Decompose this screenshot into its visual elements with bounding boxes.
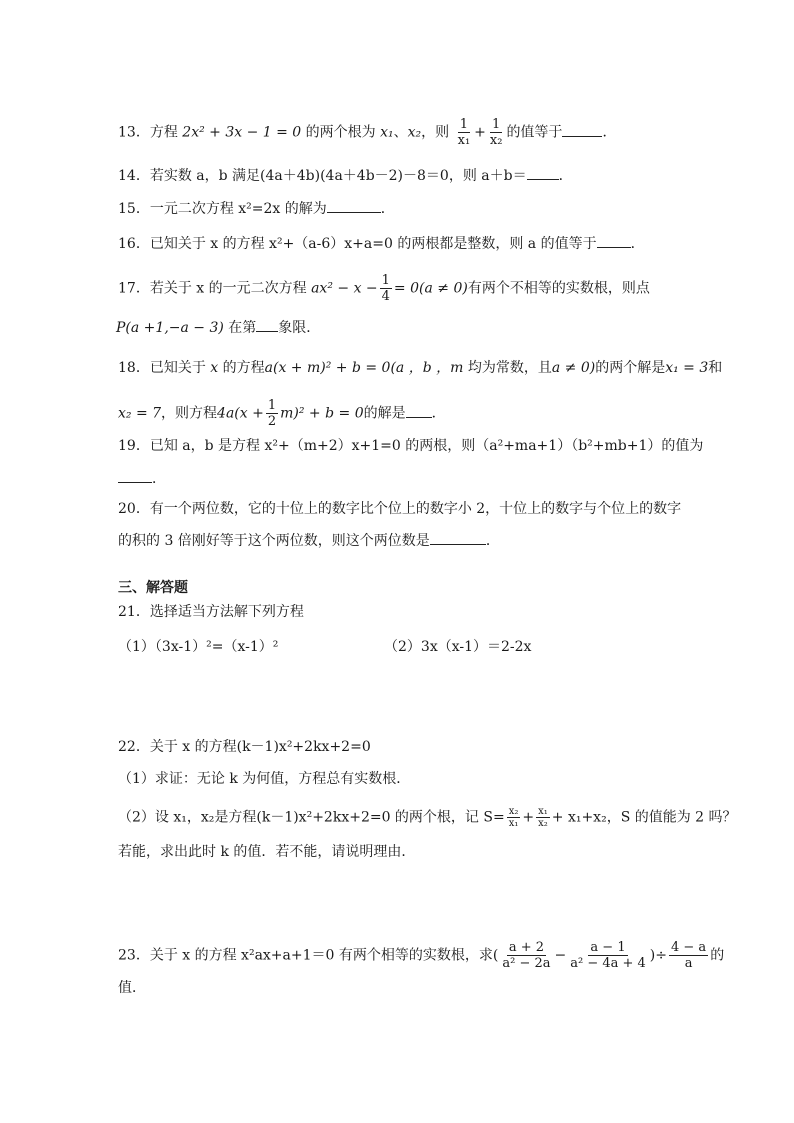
q13-sep: 、 bbox=[393, 124, 408, 141]
q23-div: )÷ bbox=[649, 947, 667, 964]
q13-frac2-num: 1 bbox=[492, 117, 501, 132]
question-17-line-2 bbox=[116, 317, 684, 338]
q13-fraction-1 bbox=[456, 117, 473, 148]
q18-eq2-b: m)² + b = 0 bbox=[280, 405, 364, 422]
question-22-part2-line-2 bbox=[118, 842, 684, 862]
question-21 bbox=[118, 602, 684, 622]
answer-blank[interactable] bbox=[118, 468, 152, 483]
q23-lead: 23．关于 x 的方程 x²ax+a+1＝0 有两个相等的实数根，求( bbox=[118, 947, 499, 964]
q17-text-c: 象限． bbox=[278, 320, 321, 336]
q23-f1-den: a² − 2a bbox=[502, 956, 551, 971]
q22-part2-b: + x₁+x₂，S 的值能为 2 吗？ bbox=[551, 809, 737, 826]
q18-line2-mid: ，则方程 bbox=[161, 405, 218, 422]
q15-text: 15．一元二次方程 x²=2x 的解为 bbox=[118, 201, 327, 217]
q22-part1: （1）求证：无论 k 为何值，方程总有实数根． bbox=[118, 771, 411, 787]
q21-part2: （2）3x（x-1）＝2-2x bbox=[384, 639, 532, 655]
q23-tail: 的 bbox=[710, 947, 725, 964]
question-22-part1 bbox=[118, 769, 684, 789]
q18-mid2: 均为常数，且 bbox=[467, 360, 552, 376]
q16-end: ． bbox=[630, 236, 645, 252]
q13-plus: + bbox=[474, 124, 486, 141]
q22-fraction-2 bbox=[536, 806, 550, 829]
answer-blank[interactable] bbox=[527, 165, 559, 180]
q23-f2-den: a² − 4a + 4 bbox=[570, 956, 646, 971]
q18-mid: 的方程 bbox=[222, 360, 265, 376]
q20-end: ． bbox=[485, 533, 500, 549]
q20-line2: 的积的 3 倍刚好等于这个两位数，则这个两位数是 bbox=[118, 533, 430, 549]
q19-text: 19．已知 a，b 是方程 x²+（m+2）x+1=0 的两根，则（a²+ma+1）（b²+mb+1）的值为 bbox=[118, 438, 704, 454]
section-heading: 三、解答题 bbox=[118, 580, 188, 596]
question-19-line-2 bbox=[118, 468, 684, 489]
answer-blank[interactable] bbox=[562, 122, 602, 137]
q15-end: ． bbox=[380, 201, 395, 217]
q17-point: P(a +1,−a − 3) bbox=[116, 320, 224, 336]
q18-tail: 的两个解是 bbox=[595, 360, 666, 376]
q18-eq2-a: 4a(x + bbox=[217, 405, 264, 422]
q17-lead: 17．若关于 x 的一元二次方程 bbox=[118, 280, 307, 297]
question-18 bbox=[118, 358, 723, 378]
q14-end: ． bbox=[558, 168, 573, 184]
question-15 bbox=[118, 198, 684, 219]
q23-f3-num: 4 − a bbox=[671, 940, 707, 955]
q18-frac-den: 2 bbox=[267, 414, 277, 429]
q23-minus: − bbox=[554, 947, 567, 964]
q22-f2-num: x₁ bbox=[538, 806, 548, 817]
q18-fraction bbox=[266, 398, 278, 429]
q19-end: ． bbox=[152, 471, 166, 487]
question-22 bbox=[118, 737, 684, 757]
question-23-line-2 bbox=[118, 978, 684, 998]
q22-text: 22．关于 x 的方程(k－1)x²+2kx+2=0 bbox=[118, 739, 371, 755]
q23-f2-num: a − 1 bbox=[590, 940, 626, 955]
q18-sol1: x₁ = 3 bbox=[665, 360, 709, 376]
q13-x1: x₁ bbox=[380, 124, 394, 141]
q22-part2-a: （2）设 x₁，x₂是方程(k－1)x²+2kx+2=0 的两个根，记 S= bbox=[118, 809, 505, 826]
q22-fraction-1 bbox=[507, 806, 521, 829]
question-17 bbox=[118, 273, 684, 304]
q18-and: 和 bbox=[708, 360, 723, 376]
q22-f1-num: x₂ bbox=[508, 806, 519, 817]
q23-f1-num: a + 2 bbox=[508, 940, 544, 955]
q13-frac2-den: x₂ bbox=[489, 133, 503, 148]
q13-fraction-2 bbox=[488, 117, 505, 148]
answer-blank[interactable] bbox=[430, 530, 486, 545]
q23-f3-den: a bbox=[684, 956, 693, 971]
q22-part2-line2: 若能，求出此时 k 的值．若不能，请说明理由． bbox=[118, 844, 416, 860]
question-20-line-2 bbox=[118, 530, 684, 551]
q23-line2: 值． bbox=[118, 980, 146, 996]
question-21-parts bbox=[118, 637, 684, 657]
q17-text-b: 在第 bbox=[228, 320, 257, 336]
q21-part1: （1）（3x-1）²=（x-1）² bbox=[118, 639, 279, 655]
q17-frac-num: 1 bbox=[381, 273, 390, 288]
q23-fraction-3 bbox=[669, 940, 708, 971]
q18-lead: 18．已知关于 bbox=[118, 360, 206, 376]
question-14 bbox=[118, 165, 684, 186]
question-20 bbox=[118, 499, 684, 519]
question-19 bbox=[118, 436, 704, 456]
q18-frac-num: 1 bbox=[267, 398, 277, 413]
q13-x2: x₂ bbox=[407, 124, 422, 141]
q13-then: ，则 bbox=[421, 124, 450, 141]
q23-fraction-2 bbox=[568, 940, 648, 971]
q17-fraction bbox=[380, 273, 392, 304]
answer-blank[interactable] bbox=[327, 198, 381, 213]
q18-x: x bbox=[210, 360, 219, 376]
question-18-line-2 bbox=[118, 398, 684, 429]
q16-text: 16．已知关于 x 的方程 x²+（a-6）x+a=0 的两根都是整数，则 a 的值等于 bbox=[118, 236, 597, 252]
q14-text: 14．若实数 a，b 满足(4a＋4b)(4a＋4b－2)－8＝0，则 a＋b＝ bbox=[118, 168, 527, 184]
q20-line1: 20．有一个两位数，它的十位上的数字比个位上的数字小 2，十位上的数字与个位上的数字 bbox=[118, 501, 682, 517]
question-13 bbox=[118, 117, 684, 148]
answer-blank[interactable] bbox=[256, 317, 278, 332]
q22-plus: + bbox=[522, 809, 535, 826]
q22-f1-den: x₁ bbox=[508, 818, 519, 829]
q13-number: 13．方程 bbox=[118, 124, 178, 141]
q13-frac1-num: 1 bbox=[459, 117, 469, 132]
q23-fraction-1 bbox=[500, 940, 552, 971]
q13-text: 的两个根为 bbox=[305, 124, 376, 141]
q22-f2-den: x₂ bbox=[538, 818, 548, 829]
q13-frac1-den: x₁ bbox=[457, 133, 471, 148]
q17-eq-a: ax² − x − bbox=[311, 280, 378, 297]
q18-sol2: x₂ = 7 bbox=[118, 405, 162, 422]
q18-condition: a ≠ 0) bbox=[551, 360, 596, 376]
q13-end: ． bbox=[602, 124, 617, 141]
q21-text: 21．选择适当方法解下列方程 bbox=[118, 604, 304, 620]
q18-line2-tail: 的解是 bbox=[363, 405, 406, 422]
q18-equation: a(x + m)² + b = 0(a ，b ，m bbox=[264, 360, 464, 376]
question-16 bbox=[118, 233, 684, 254]
q17-tail: 有两个不相等的实数根，则点 bbox=[467, 280, 650, 297]
answer-blank[interactable] bbox=[406, 403, 432, 418]
answer-blank[interactable] bbox=[597, 233, 631, 248]
question-22-part2 bbox=[118, 806, 737, 829]
q13-equation: 2x² + 3x − 1 = 0 bbox=[182, 124, 302, 141]
q17-eq-b: = 0(a ≠ 0) bbox=[393, 280, 468, 297]
q18-end: ． bbox=[431, 405, 446, 422]
question-23 bbox=[118, 940, 725, 971]
q17-frac-den: 4 bbox=[381, 289, 390, 304]
q13-tail: 的值等于 bbox=[506, 124, 563, 141]
